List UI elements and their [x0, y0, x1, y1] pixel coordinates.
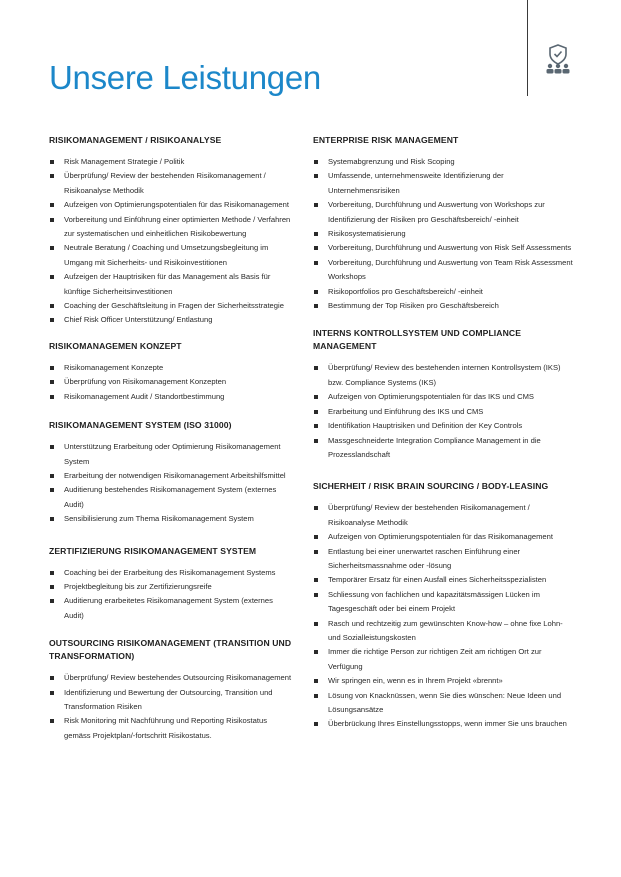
list-item: Aufzeigen der Hauptrisiken für das Management als Basis für künftige Sicherheitsinvestitionen: [49, 270, 294, 299]
list-item: Aufzeigen von Optimierungspotentialen für das Risikomanagement: [313, 530, 575, 544]
bullet-icon: [314, 366, 318, 370]
bullet-icon: [50, 318, 54, 322]
bullet-icon: [314, 550, 318, 554]
bullet-icon: [50, 304, 54, 308]
bullet-icon: [50, 719, 54, 723]
bullet-icon: [314, 232, 318, 236]
list-item: Rasch und rechtzeitig zum gewünschten Know-how – ohne fixe Lohn- und Sozialleistungskosten: [313, 617, 575, 646]
list-item: Lösung von Knacknüssen, wenn Sie dies wünschen: Neue Ideen und Lösungsansätze: [313, 689, 575, 718]
bullet-icon: [314, 679, 318, 683]
section-enterprise-risk-management: [313, 134, 575, 313]
list-item: Neutrale Beratung / Coaching und Umsetzungsbegleitung im Umgang mit Sicherheits- und Risikoinvestitionen: [49, 241, 294, 270]
list-item: Chief Risk Officer Unterstützung/ Entlastung: [49, 313, 294, 327]
bullet-icon: [50, 174, 54, 178]
bullet-icon: [314, 578, 318, 582]
bullet-icon: [314, 694, 318, 698]
right-column: [313, 134, 575, 732]
bullet-icon: [314, 506, 318, 510]
list-item: Entlastung bei einer unerwartet raschen Einführung einer Sicherheitsmassnahme oder -lösung: [313, 545, 575, 574]
list-item: Wir springen ein, wenn es in Ihrem Projekt «brennt»: [313, 674, 575, 688]
bullet-icon: [314, 535, 318, 539]
bullet-icon: [50, 275, 54, 279]
list-item: Aufzeigen von Optimierungspotentialen für das IKS und CMS: [313, 390, 575, 404]
bullet-icon: [314, 290, 318, 294]
list-item: Coaching der Geschäftsleitung in Fragen der Sicherheitsstrategie: [49, 299, 294, 313]
section-risikomanagemen-konzept: [49, 340, 294, 404]
header-divider: [527, 0, 528, 96]
section-risikomanagement-system: [49, 419, 294, 526]
bullet-icon: [50, 160, 54, 164]
bullet-icon: [314, 410, 318, 414]
item-list: [313, 361, 575, 462]
list-item: Überprüfung/ Review des bestehenden internen Kontrollsystem (IKS) bzw. Compliance Systems (IKS): [313, 361, 575, 390]
list-item: Risikomanagement Audit / Standortbestimmung: [49, 390, 294, 404]
list-item: Schliessung von fachlichen und kapazitätsmässigen Lücken im Tagesgeschäft oder bei einem Projekt: [313, 588, 575, 617]
list-item: Erarbeitung und Einführung des IKS und CMS: [313, 405, 575, 419]
section-heading: RISIKOMANAGEMENT / RISIKOANALYSE: [49, 135, 222, 145]
section-heading: RISIKOMANAGEMENT SYSTEM (ISO 31000): [49, 420, 232, 431]
item-list: [313, 155, 575, 313]
section-sicherheit-brain-sourcing: [313, 480, 575, 732]
section-ikS-compliance: [313, 327, 575, 462]
list-item: Vorbereitung, Durchführung und Auswertung von Workshops zur Identifizierung der Risiken pro Geschäftsbereich/ -einheit: [313, 198, 575, 227]
list-item: Vorbereitung, Durchführung und Auswertung von Team Risk Assessment Workshops: [313, 256, 575, 285]
bullet-icon: [50, 517, 54, 521]
section-heading: SICHERHEIT / RISK BRAIN SOURCING / BODY-LEASING: [313, 481, 549, 492]
bullet-icon: [314, 304, 318, 308]
item-list: [49, 566, 294, 624]
bullet-icon: [314, 622, 318, 626]
shield-people-icon: [545, 44, 571, 74]
bullet-icon: [314, 593, 318, 597]
section-heading: INTERNS KONTROLLSYSTEM UND COMPLIANCE MANAGEMENT: [313, 328, 522, 352]
section-heading: ZERTIFIZIERUNG RISIKOMANAGEMENT SYSTEM: [49, 545, 257, 556]
item-list: [49, 440, 294, 526]
list-item: Coaching bei der Erarbeitung des Risikomanagement Systems: [49, 566, 294, 580]
bullet-icon: [314, 261, 318, 265]
bullet-icon: [314, 650, 318, 654]
bullet-icon: [50, 366, 54, 370]
bullet-icon: [314, 424, 318, 428]
section-heading: ENTERPRISE RISK MANAGEMENT: [313, 135, 459, 145]
bullet-icon: [50, 676, 54, 680]
list-item: Identifizierung und Bewertung der Outsourcing, Transition und Transformation Risiken: [49, 686, 294, 715]
item-list: [49, 671, 294, 743]
list-item: Auditierung erarbeitetes Risikomanagement System (externes Audit): [49, 594, 294, 623]
item-list: [49, 155, 294, 328]
list-item: Projektbegleitung bis zur Zertifizierungsreife: [49, 580, 294, 594]
bullet-icon: [50, 380, 54, 384]
bullet-icon: [314, 203, 318, 207]
bullet-icon: [50, 445, 54, 449]
bullet-icon: [50, 488, 54, 492]
list-item: Immer die richtige Person zur richtigen Zeit am richtigen Ort zur Verfügung: [313, 645, 575, 674]
item-list: [49, 361, 294, 404]
section-heading: RISIKOMANAGEMEN KONZEPT: [49, 340, 182, 351]
list-item: Identifikation Hauptrisiken und Definition der Key Controls: [313, 419, 575, 433]
bullet-icon: [50, 571, 54, 575]
list-item: Vorbereitung, Durchführung und Auswertung von Risk Self Assessments: [313, 241, 575, 255]
list-item: Aufzeigen von Optimierungspotentialen für das Risikomanagement: [49, 198, 294, 212]
list-item: Massgeschneiderte Integration Compliance Management in die Prozesslandschaft: [313, 434, 575, 463]
item-list: [313, 501, 575, 732]
list-item: Risk Monitoring mit Nachführung und Reporting Risikostatus gemäss Projektplan/-fortschritt Risikostatus.: [49, 714, 294, 743]
bullet-icon: [314, 160, 318, 164]
bullet-icon: [314, 246, 318, 250]
bullet-icon: [314, 395, 318, 399]
bullet-icon: [314, 439, 318, 443]
list-item: Risk Management Strategie / Politik: [49, 155, 294, 169]
bullet-icon: [50, 203, 54, 207]
list-item: Risikomanagement Konzepte: [49, 361, 294, 375]
list-item: Vorbereitung und Einführung einer optimierten Methode / Verfahren zur systematischen und einheitlichen Risikobewertung: [49, 213, 294, 242]
bullet-icon: [50, 691, 54, 695]
list-item: Sensibilisierung zum Thema Risikomanagement System: [49, 512, 294, 526]
section-risikomanagement-risikoanalyse: [49, 134, 294, 328]
bullet-icon: [50, 474, 54, 478]
bullet-icon: [314, 722, 318, 726]
bullet-icon: [50, 218, 54, 222]
list-item: Überprüfung/ Review der bestehenden Risikomanagement / Risikoanalyse Methodik: [49, 169, 294, 198]
list-item: Überprüfung/ Review der bestehenden Risikomanagement / Risikoanalyse Methodik: [313, 501, 575, 530]
bullet-icon: [50, 599, 54, 603]
list-item: Auditierung bestehendes Risikomanagement System (externes Audit): [49, 483, 294, 512]
list-item: Überbrückung Ihres Einstellungsstopps, wenn immer Sie uns brauchen: [313, 717, 575, 731]
list-item: Risikoportfolios pro Geschäftsbereich/ -einheit: [313, 285, 575, 299]
left-column: [49, 134, 294, 743]
list-item: Erarbeitung der notwendigen Risikomanagement Arbeitshilfsmittel: [49, 469, 294, 483]
list-item: Systemabgrenzung und Risk Scoping: [313, 155, 575, 169]
page-title: Unsere Leistungen: [49, 59, 321, 96]
bullet-icon: [50, 246, 54, 250]
list-item: Umfassende, unternehmensweite Identifizierung der Unternehmensrisiken: [313, 169, 575, 198]
bullet-icon: [50, 585, 54, 589]
bullet-icon: [314, 174, 318, 178]
section-zertifizierung: [49, 545, 294, 624]
list-item: Unterstützung Erarbeitung oder Optimierung Risikomanagement System: [49, 440, 294, 469]
section-outsourcing: [49, 637, 294, 743]
list-item: Überprüfung/ Review bestehendes Outsourcing Risikomanagement: [49, 671, 294, 685]
bullet-icon: [50, 395, 54, 399]
section-heading: OUTSOURCING RISIKOMANAGEMENT (TRANSITION UND TRANSFORMATION): [49, 638, 292, 662]
list-item: Überprüfung von Risikomanagement Konzepten: [49, 375, 294, 389]
list-item: Risikosystematisierung: [313, 227, 575, 241]
list-item: Temporärer Ersatz für einen Ausfall eines Sicherheitsspezialisten: [313, 573, 575, 587]
list-item: Bestimmung der Top Risiken pro Geschäftsbereich: [313, 299, 575, 313]
